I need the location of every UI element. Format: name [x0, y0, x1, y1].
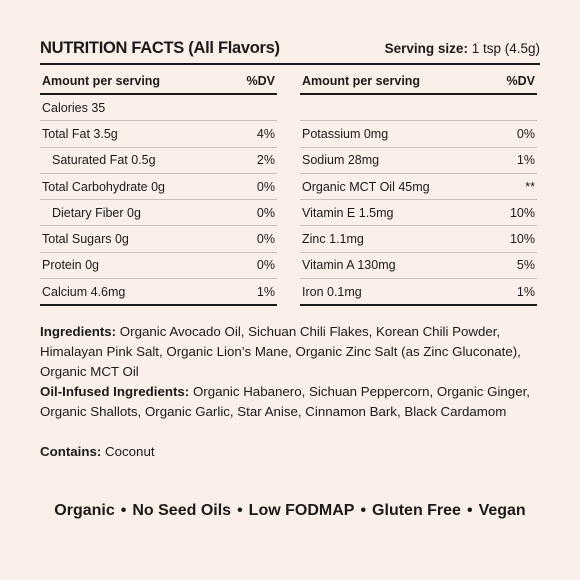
badge-organic: Organic — [54, 502, 115, 519]
table-row — [40, 121, 277, 147]
nutrient-dv: 1% — [256, 284, 275, 299]
column-dv: %DV — [246, 74, 275, 88]
table-row — [300, 148, 537, 174]
nutrient-name: Vitamin E 1.5mg — [302, 205, 394, 220]
table-row — [300, 174, 537, 200]
nutrient-dv: 10% — [509, 232, 535, 247]
nutrient-name: Sodium 28mg — [302, 153, 380, 168]
nutrient-dv: 0% — [256, 232, 275, 247]
nutrient-name: Total Sugars 0g — [42, 232, 129, 247]
nutrient-dv: 4% — [256, 126, 275, 141]
badge-gluten-free: Gluten Free — [372, 502, 461, 519]
badge-vegan: Vegan — [478, 502, 526, 519]
table-row — [300, 121, 537, 147]
column-amount: Amount per serving — [42, 74, 161, 88]
nutrient-name: Potassium 0mg — [302, 126, 389, 141]
nutrient-dv: 1% — [516, 153, 535, 168]
nutrient-dv: 0% — [256, 179, 275, 194]
nutrient-name: Dietary Fiber 0g — [52, 205, 141, 220]
table-row — [40, 279, 277, 306]
contains-text: Coconut — [105, 444, 155, 459]
nutrient-dv: 0% — [256, 205, 275, 220]
nutrient-dv: 0% — [256, 258, 275, 273]
column-amount: Amount per serving — [302, 74, 421, 88]
table-row — [40, 200, 277, 226]
nutrient-name: Calories 35 — [42, 100, 106, 115]
table-row — [300, 279, 537, 306]
nutrient-name: Organic MCT Oil 45mg — [302, 179, 430, 194]
oil-infused-label: Oil-Infused Ingredients: — [40, 384, 190, 399]
table-row — [300, 226, 537, 252]
table-header — [40, 70, 277, 95]
table-row — [40, 95, 277, 121]
table-row — [300, 253, 537, 279]
nutrition-header — [40, 39, 540, 65]
nutrient-dv: 0% — [516, 126, 535, 141]
oil-infused-text: Organic Habanero, Sichuan Peppercorn, Organic Ginger, Organic Shallots, Organic Garlic, Star Anise, Cinnamon Bark, Black Cardamom — [40, 384, 530, 419]
nutrient-name: Protein 0g — [42, 258, 99, 273]
nutrition-title: NUTRITION FACTS (All Flavors) — [40, 39, 280, 57]
table-row — [40, 174, 277, 200]
table-row — [40, 253, 277, 279]
nutrient-dv: 1% — [516, 284, 535, 299]
table-row — [300, 200, 537, 226]
serving-size-value: 1 tsp (4.5g) — [471, 41, 540, 56]
ingredients-text: Organic Avocado Oil, Sichuan Chili Flakes, Korean Chili Powder, Himalayan Pink Salt, Organic Lion’s Mane, Organic Zinc Salt (as Zinc Gluconate), Organic MCT Oil — [40, 324, 521, 379]
table-row — [40, 148, 277, 174]
table-row — [40, 226, 277, 252]
nutrient-dv: ** — [525, 179, 535, 194]
diet-badges — [0, 502, 580, 520]
nutrition-table-right — [300, 70, 537, 306]
nutrition-table-left — [40, 70, 277, 306]
ingredients-section — [40, 322, 545, 382]
badge-low-fodmap: Low FODMAP — [248, 502, 355, 519]
contains-label: Contains: — [40, 444, 102, 459]
nutrient-dv: 10% — [509, 205, 535, 220]
badge-separator: • — [237, 502, 243, 519]
nutrient-name: Iron 0.1mg — [302, 284, 362, 299]
serving-size-label: Serving size: — [384, 41, 468, 56]
oil-infused-section — [40, 382, 545, 422]
ingredients-label: Ingredients: — [40, 324, 117, 339]
badge-separator: • — [120, 502, 127, 519]
nutrient-name: Saturated Fat 0.5g — [52, 153, 156, 168]
contains-section — [40, 442, 545, 462]
nutrient-dv: 5% — [516, 258, 535, 273]
badge-separator: • — [466, 502, 473, 519]
column-dv: %DV — [506, 74, 535, 88]
nutrient-name: Vitamin A 130mg — [302, 258, 396, 273]
nutrient-name: Total Carbohydrate 0g — [42, 179, 165, 194]
badge-no-seed-oils: No Seed Oils — [132, 502, 232, 519]
nutrient-dv: 2% — [256, 153, 275, 168]
nutrient-name: Zinc 1.1mg — [302, 232, 364, 247]
table-header — [300, 70, 537, 95]
serving-size — [385, 41, 540, 56]
table-row-empty — [300, 95, 537, 121]
badge-separator: • — [360, 502, 367, 519]
nutrient-name: Calcium 4.6mg — [42, 284, 126, 299]
nutrient-name: Total Fat 3.5g — [42, 126, 118, 141]
